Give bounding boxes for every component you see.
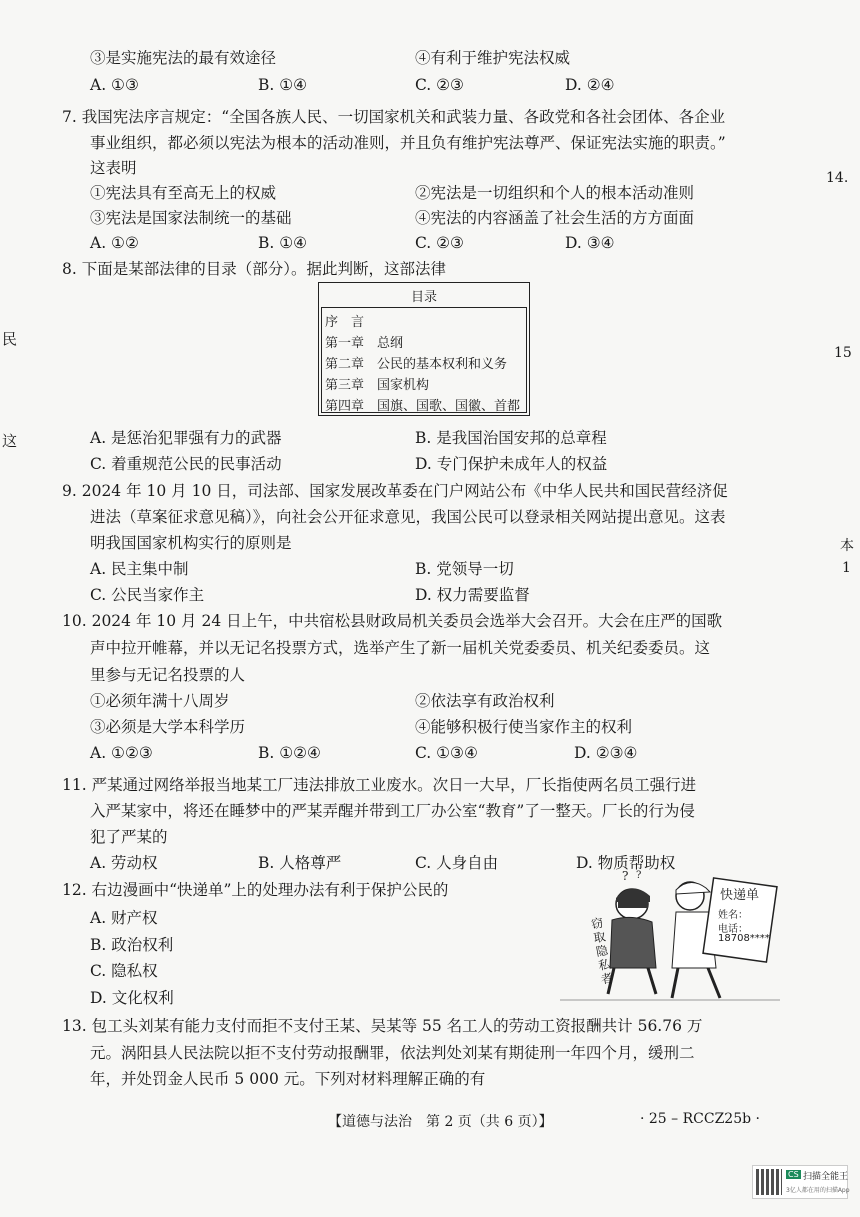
edge-fragment-zhe: 这 — [2, 432, 18, 450]
q13-stem-line2: 元。涡阳县人民法院以拒不支付劳动报酬罪，依法判处刘某有期徒刑一年四个月，缓刑二 — [90, 1044, 695, 1062]
toc-row-preface: 序 言 — [325, 315, 365, 330]
comic-name-label: 姓名： — [718, 910, 748, 921]
scanner-name: 扫描全能王 — [803, 1172, 849, 1182]
toc-title: 目录 — [410, 290, 437, 305]
q12-choice-c: C. 隐私权 — [90, 962, 158, 980]
q10-choice-a: A. ①②③ — [90, 744, 153, 762]
scanner-logo: CS — [788, 1170, 799, 1179]
q8-choice-a: A. 是惩治犯罪强有力的武器 — [90, 429, 282, 447]
q7-option-3: ③宪法是国家法制统一的基础 — [90, 209, 292, 227]
q7-choice-d: D. ③④ — [565, 234, 615, 252]
express-slip-comic — [560, 869, 780, 1004]
q11-stem-line2: 入严某家中，将还在睡梦中的严某弄醒并带到工厂办公室“教育”了一整天。厂长的行为侵 — [90, 802, 695, 820]
q6-option-4: ④有利于维护宪法权威 — [415, 49, 571, 67]
q7-option-4: ④宪法的内容涵盖了社会生活的方方面面 — [415, 209, 695, 227]
comic-thief-label: 窃取隐私者 — [590, 915, 615, 987]
toc-row-chapter-1: 第一章 总纲 — [325, 336, 404, 351]
q6-option-3: ③是实施宪法的最有效途径 — [90, 49, 277, 67]
q13-stem-line3: 年，并处罚金人民币 5 000 元。下列对材料理解正确的有 — [90, 1070, 486, 1088]
q9-stem-line3: 明我国国家机构实行的原则是 — [90, 534, 292, 552]
q10-stem-line2: 声中拉开帷幕，并以无记名投票方式，选举产生了新一届机关党委委员、机关纪委委员。这 — [90, 639, 711, 657]
q7-choice-c: C. ②③ — [415, 234, 464, 252]
q10-choice-d: D. ②③④ — [574, 744, 638, 762]
q7-choice-a: A. ①② — [90, 234, 139, 252]
q7-stem-line3: 这表明 — [90, 159, 137, 177]
q6-choice-c: C. ②③ — [415, 76, 464, 94]
q11-stem-line3: 犯了严某的 — [90, 828, 168, 846]
q12-stem: 12. 右边漫画中“快递单”上的处理办法有利于保护公民的 — [62, 881, 449, 899]
scanner-subtitle: 3亿人都在用的扫描App — [786, 1187, 850, 1194]
q13-stem-line1: 13. 包工头刘某有能力支付而拒不支付王某、吴某等 55 名工人的劳动工资报酬共计 56.76 万 — [62, 1017, 703, 1035]
q9-choice-d: D. 权力需要监督 — [415, 586, 530, 604]
q12-choice-a: A. 财产权 — [90, 909, 158, 927]
q10-stem-line1: 10. 2024 年 10 月 24 日上午，中共宿松县财政局机关委员会选举大会召开。大会在庄严的国歌 — [62, 612, 723, 630]
page-footer-info: 【道德与法治 第 2 页（共 6 页）】 — [328, 1114, 553, 1130]
q10-option-3: ③必须是大学本科学历 — [90, 718, 246, 736]
svg-text:?: ? — [636, 870, 642, 881]
q8-stem: 8. 下面是某部法律的目录（部分）。据此判断，这部法律 — [62, 260, 446, 278]
q9-choice-b: B. 党领导一切 — [415, 560, 514, 578]
qr-code-icon — [756, 1169, 782, 1195]
q11-choice-b: B. 人格尊严 — [258, 854, 342, 872]
q12-choice-d: D. 文化权利 — [90, 989, 174, 1007]
q10-stem-line3: 里参与无记名投票的人 — [90, 666, 246, 684]
edge-fragment-15: 15 — [834, 345, 852, 361]
q9-stem-line2: 进法（草案征求意见稿）》，向社会公开征求意见，我国公民可以登录相关网站提出意见。这表 — [90, 508, 726, 526]
q12-choice-b: B. 政治权利 — [90, 936, 174, 954]
q7-choice-b: B. ①④ — [258, 234, 308, 252]
q8-choice-b: B. 是我国治国安邦的总章程 — [415, 429, 607, 447]
q10-choice-b: B. ①②④ — [258, 744, 321, 762]
comic-phone-label: 电话： — [718, 924, 748, 935]
q7-stem-line2: 事业组织，都必须以宪法为根本的活动准则，并且负有维护宪法尊严、保证宪法实施的职责。” — [90, 134, 726, 152]
q11-choice-a: A. 劳动权 — [90, 854, 158, 872]
q10-option-1: ①必须年满十八周岁 — [90, 692, 230, 710]
toc-row-chapter-4: 第四章 国旗、国歌、国徽、首都 — [325, 399, 521, 414]
q8-choice-d: D. 专门保护未成年人的权益 — [415, 455, 608, 473]
q9-choice-a: A. 民主集中制 — [90, 560, 189, 578]
q8-choice-c: C. 着重规范公民的民事活动 — [90, 455, 282, 473]
q9-choice-c: C. 公民当家作主 — [90, 586, 205, 604]
toc-row-chapter-3: 第三章 国家机构 — [325, 378, 430, 393]
edge-fragment-ben: 本 — [840, 538, 854, 554]
edge-fragment-min: 民 — [2, 330, 18, 348]
edge-fragment-1: 1 — [842, 560, 851, 576]
scanner-watermark — [752, 1165, 848, 1199]
q11-stem-line1: 11. 严某通过网络举报当地某工厂违法排放工业废水。次日一大早，厂长指使两名员工强行进 — [62, 776, 697, 794]
q6-choice-a: A. ①③ — [90, 76, 139, 94]
q7-option-2: ②宪法是一切组织和个人的根本活动准则 — [415, 184, 695, 202]
q10-option-4: ④能够积极行使当家作主的权利 — [415, 718, 633, 736]
comic-phone-number: 18708**** — [718, 933, 770, 944]
edge-fragment-14: 14. — [826, 170, 849, 186]
svg-text:?: ? — [622, 869, 629, 883]
q6-choice-b: B. ①④ — [258, 76, 308, 94]
q11-choice-d: D. 物质帮助权 — [576, 854, 676, 872]
q6-choice-d: D. ②④ — [565, 76, 615, 94]
q9-stem-line1: 9. 2024 年 10 月 10 日，司法部、国家发展改革委在门户网站公布《中华人民共和国民营经济促 — [62, 482, 728, 500]
comic-card-title: 快递单 — [720, 888, 760, 903]
q7-option-1: ①宪法具有至高无上的权威 — [90, 184, 277, 202]
q11-choice-c: C. 人身自由 — [415, 854, 499, 872]
q10-choice-c: C. ①③④ — [415, 744, 478, 762]
page-footer-code: · 25 – RCCZ25b · — [640, 1111, 760, 1127]
q7-stem-line1: 7. 我国宪法序言规定：“全国各族人民、一切国家机关和武装力量、各政党和各社会团体、各企业 — [62, 108, 726, 126]
table-of-contents-box — [318, 282, 530, 416]
q10-option-2: ②依法享有政治权利 — [415, 692, 555, 710]
toc-row-chapter-2: 第二章 公民的基本权利和义务 — [325, 357, 508, 372]
